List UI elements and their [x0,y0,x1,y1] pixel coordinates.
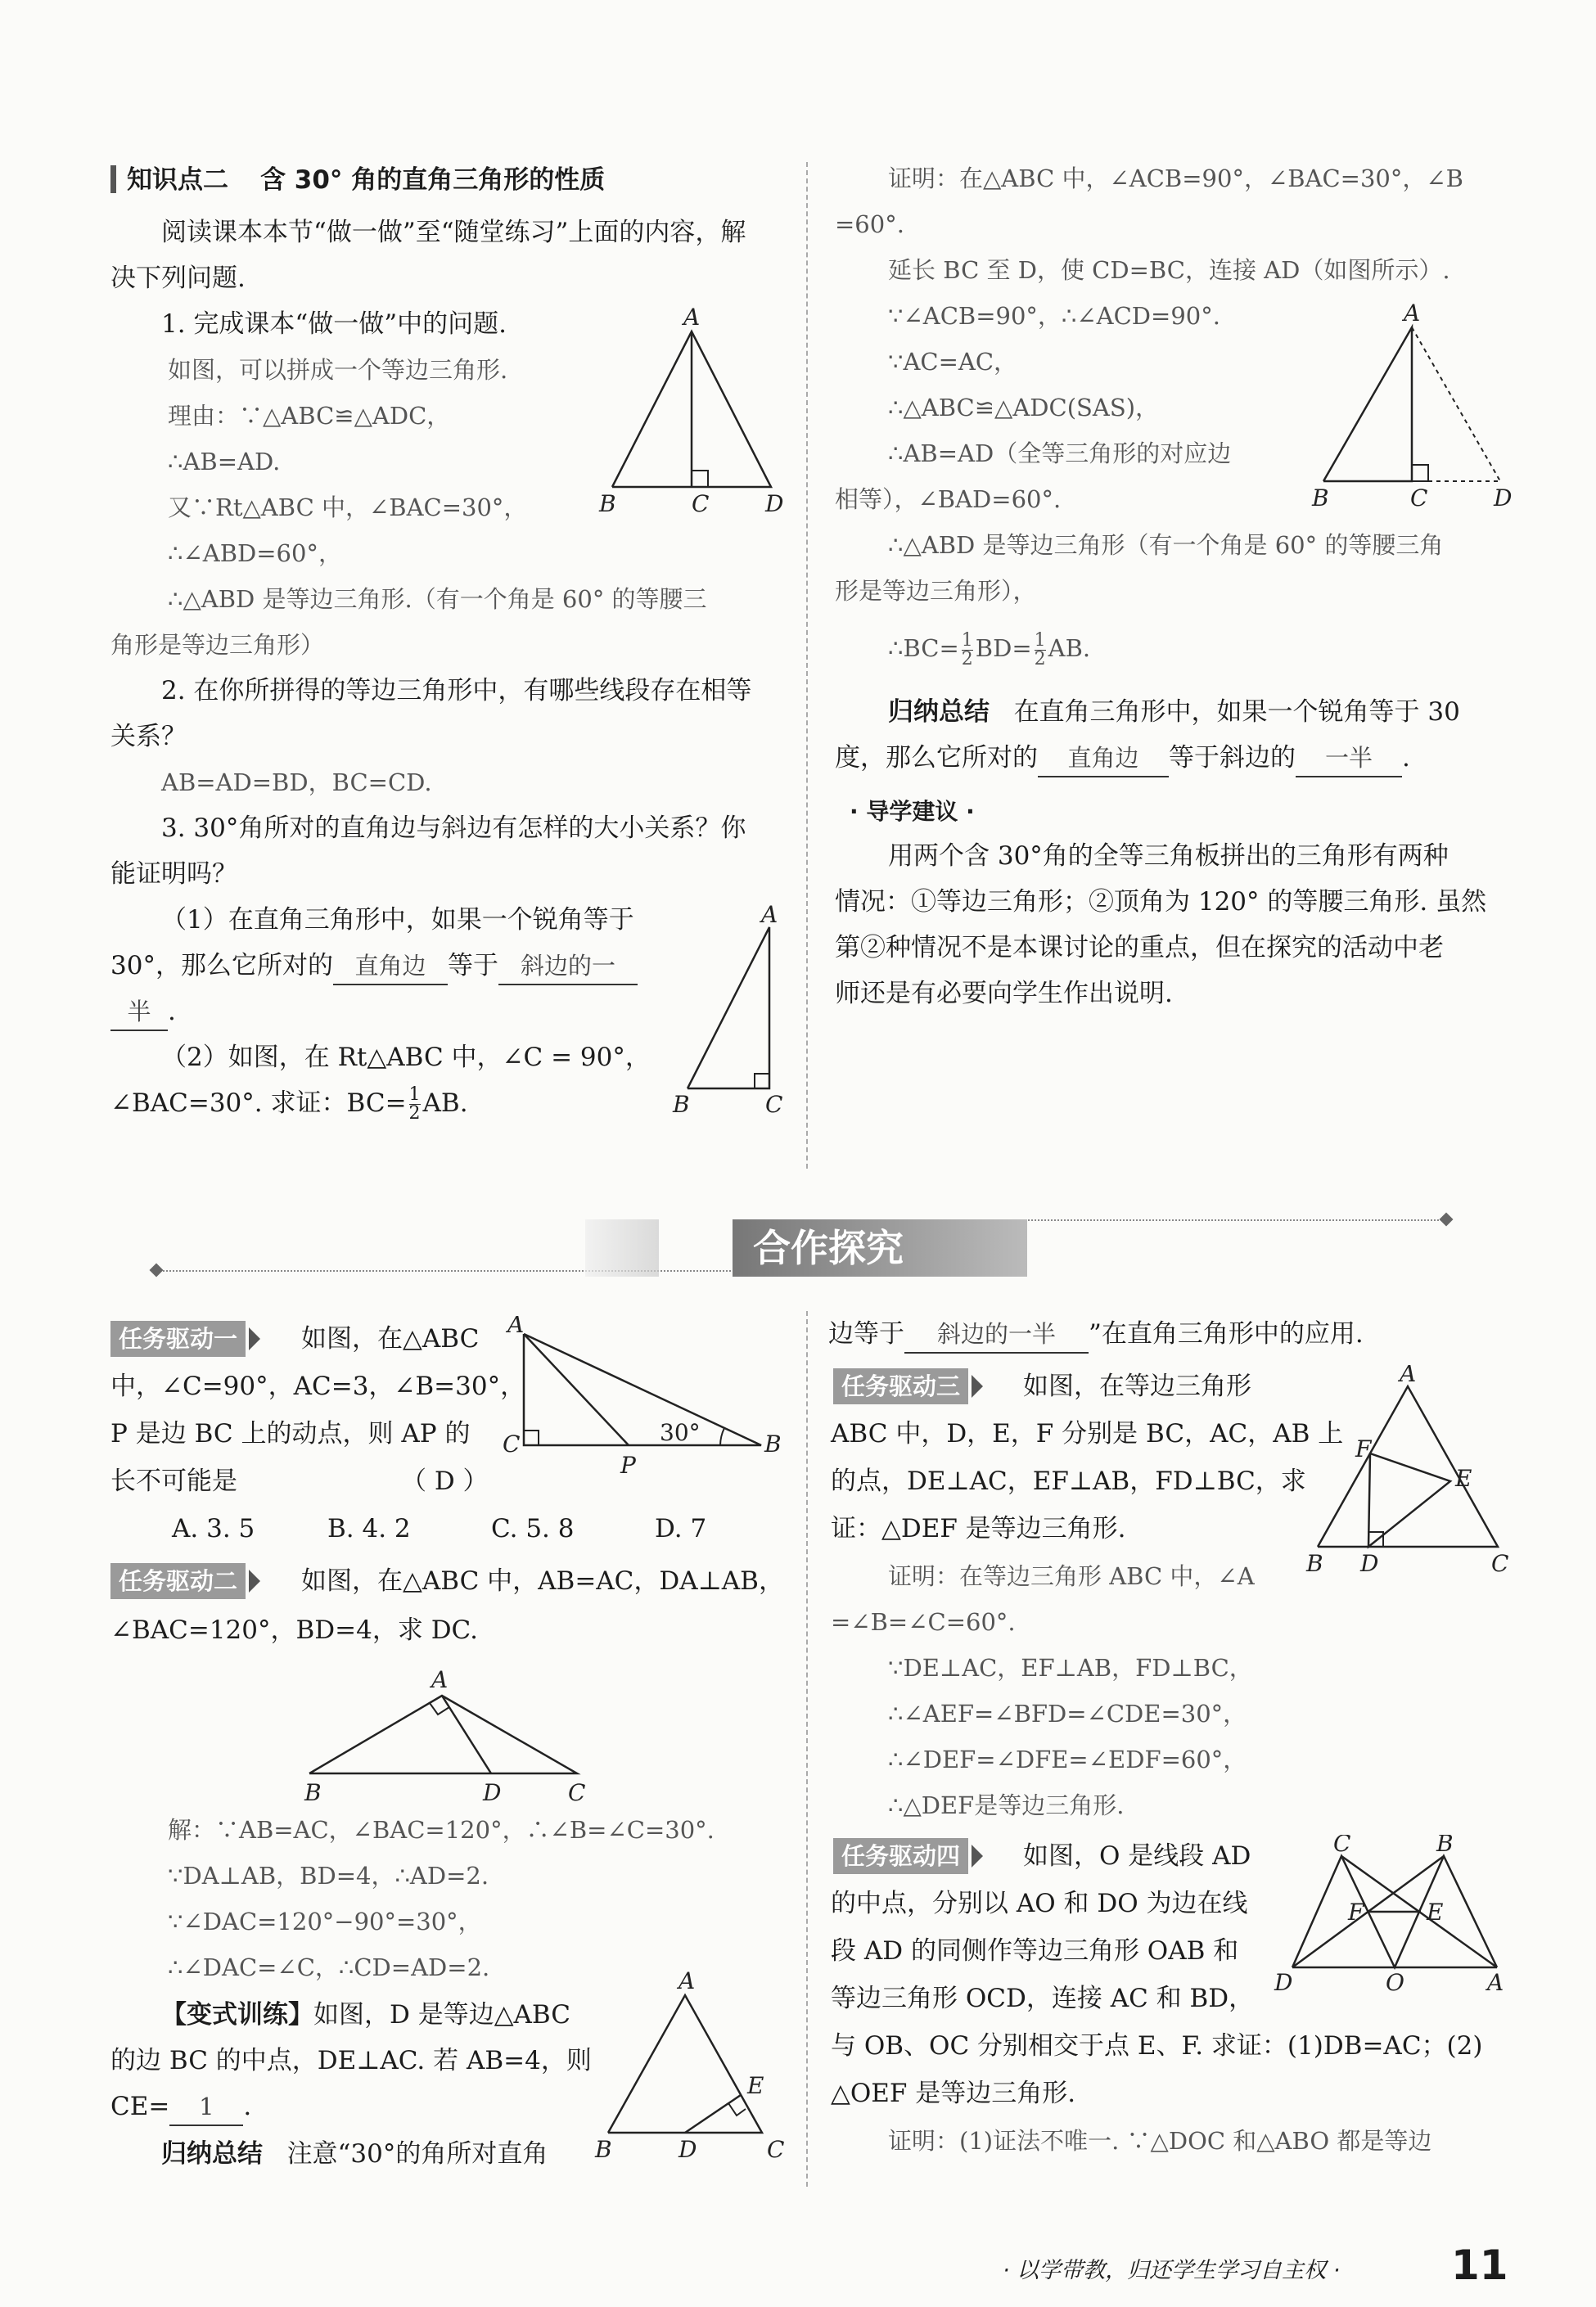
fig7-label-c: C [1491,1550,1509,1577]
kp2-frac-den: 2 [408,1103,421,1124]
proof-line-1: 证明：在△ABC 中，∠ACB=90°，∠BAC=30°，∠B [888,164,1463,192]
fig6-label-a: A [679,1971,696,1994]
section-title: 合作探究 [753,1226,904,1270]
task2-sol-2: ∵DA⊥AB，BD=4，∴AD=2. [168,1862,489,1890]
kp2-a2: AB=AD=BD，BC=CD. [161,768,432,796]
task3-proof-4: ∴∠AEF=∠BFD=∠CDE=30°， [888,1700,1247,1728]
kp2-label: 知识点二 [127,165,228,195]
figure-2 [670,904,792,1121]
fig8-label-o: O [1386,1969,1404,1996]
kp2-intro-1: 阅读课本本节“做一做”至“随堂练习”上面的内容，解 [161,218,746,247]
fig7-label-a: A [1400,1365,1417,1387]
summary2-blank: 斜边的一半 [904,1316,1089,1354]
kp2-frac-num: 1 [408,1084,421,1105]
proof-last-pre: ∴BC= [888,634,959,662]
fig6-label-e: E [747,2072,764,2099]
kp2-a1-6: ∴△ABD 是等边三角形.（有一个角是 60° 的等腰三 [168,585,707,613]
banner-rule-top [1019,1219,1445,1221]
fig8-label-d: D [1274,1969,1293,1996]
figure-5 [295,1663,597,1806]
kp2-marker [110,165,116,193]
proof-last-post: AB. [1048,634,1091,662]
kp2-q1: 1. 完成课本“做一做”中的问题. [161,309,507,339]
task1-line-4: 长不可能是 [110,1467,237,1496]
kp2-blank-1: 直角边 [333,948,448,985]
variant-pre: CE= [110,2092,170,2121]
task1-answer: （ D ） [401,1467,489,1496]
task2-tag: 任务驱动二 [110,1563,246,1599]
kp2-q3-1-pre: 30°，那么它所对的 [110,951,333,980]
banner-deco [585,1219,659,1277]
proof-line-10: 形是等边三角形）， [835,577,1037,605]
summary1-pre: 度，那么它所对的 [835,743,1038,773]
task3-proof-3: ∵DE⊥AC，EF⊥AB，FD⊥BC， [888,1654,1253,1682]
task3-proof-2: =∠B=∠C=60°. [831,1608,1016,1636]
proof-frac-1 [961,629,973,669]
summary1-post: . [1402,743,1410,773]
fig4-label-b: B [764,1431,782,1458]
kp2-q3-1-line2 [110,948,638,985]
fig6-label-b: B [595,2136,612,2163]
proof-line-6: ∴△ABC≌△ADC(SAS)， [888,394,1160,421]
summary1-mid: 等于斜边的 [1169,743,1296,773]
task1-option-c: C. 5. 8 [491,1514,575,1543]
task4-line-3: 段 AD 的同侧作等边三角形 OAB 和 [831,1936,1239,1966]
fig4-label-c: C [503,1431,521,1458]
task1-option-b: B. 4. 2 [327,1514,411,1543]
figure-1 [597,307,786,532]
summary1-blank-2: 一半 [1296,740,1402,777]
guide-line-2: 情况：①等边三角形；②顶角为 120° 的等腰三角形. 虽然 [835,887,1487,917]
kp2-a1-2: 理由：∵△ABC≌△ADC， [168,402,451,430]
fig5-label-c: C [568,1779,586,1806]
task4-line-4: 等边三角形 OCD，连接 AC 和 BD， [831,1984,1255,2013]
summary2-pre: 边等于 [828,1319,904,1349]
summary1-text1: 在直角三角形中，如果一个锐角等于 30 [1013,697,1460,727]
kp2-q3-2-pre: ∠BAC=30°. 求证：BC= [110,1088,407,1118]
section-banner [151,1210,1461,1283]
summary1-blank-1: 直角边 [1038,740,1169,777]
fig4-angle-label: 30° [660,1419,701,1446]
proof-frac-1-num: 1 [961,629,973,651]
fig8-label-f: F [1348,1899,1364,1926]
proof-frac-2 [1034,629,1046,669]
task4-tag: 任务驱动四 [833,1838,968,1874]
column-divider-top [806,162,808,1169]
proof-last-mid: BD= [975,634,1032,662]
kp2-q3-1-line1: （1）在直角三角形中，如果一个锐角等于 [161,905,634,935]
kp2-intro-2: 决下列问题. [110,264,246,293]
task1-option-d: D. 7 [655,1514,707,1543]
kp2-a1-1: 如图，可以拼成一个等边三角形. [168,356,508,384]
fig1-label-b: B [599,490,616,517]
summary1-label: 归纳总结 [888,697,990,727]
task2-sol-3: ∵∠DAC=120°−90°=30°， [168,1908,482,1935]
fig5-label-d: D [483,1779,502,1806]
column-divider-bottom [806,1311,808,2187]
kp2-title: 含 30° 角的直角三角形的性质 [260,165,606,195]
figure-7 [1301,1365,1514,1578]
task2-sol-1: 解：∵AB=AC，∠BAC=120°，∴∠B=∠C=30°. [168,1816,715,1844]
kp2-q3-2-line1: （2）如图，在 Rt△ABC 中，∠C = 90°， [161,1043,651,1072]
guide-label: · 导学建议 · [850,798,975,825]
figure-6 [593,1971,798,2167]
proof-line-8: 相等），∠BAD=60°. [835,485,1062,513]
kp2-q3-2: 能证明吗？ [110,859,237,889]
variant-label: 【变式训练】 [161,2000,313,2030]
task3-proof-6: ∴△DEF是等边三角形. [888,1791,1125,1819]
fig6-label-d: D [679,2136,697,2163]
fig5-label-a: A [431,1666,449,1693]
summary2-line-1 [161,2136,548,2172]
proof-frac-2-num: 1 [1034,629,1046,651]
kp2-a1-5: ∴∠ABD=60°， [168,539,342,567]
task3-line-4: 证：△DEF 是等边三角形. [831,1514,1126,1543]
variant-line-1 [161,1997,570,2033]
task3-proof-5: ∴∠DEF=∠DFE=∠EDF=60°， [888,1746,1247,1773]
banner-diamond-right [1440,1213,1454,1227]
task4-line-5: 与 OB、OC 分别相交于点 E、F. 求证：(1)DB=AC；(2) [831,2031,1483,2061]
fig6-label-c: C [767,2136,785,2163]
figure-4 [498,1316,796,1480]
fig7-label-d: D [1360,1550,1379,1577]
fig7-label-b: B [1306,1550,1323,1577]
fig8-label-c: C [1333,1835,1351,1857]
task1-option-a: A. 3. 5 [172,1514,255,1543]
fig1-label-d: D [765,490,784,517]
kp2-a1-7: 角形是等边三角形） [110,631,325,659]
task2-sol-4: ∴∠DAC=∠C，∴CD=AD=2. [168,1953,490,1981]
fig8-label-e: E [1427,1899,1444,1926]
kp2-q3-2-line2 [110,1085,468,1123]
proof-frac-1-den: 2 [961,648,973,669]
kp2-blank-2a: 斜边的一 [498,948,638,985]
proof-line-11 [888,630,1090,669]
proof-line-5: ∵AC=AC， [888,348,1018,376]
fig3-label-b: B [1312,484,1329,511]
kp2-a1-3: ∴AB=AD. [168,448,281,475]
summary2-text-1: 注意“30°的角所对直角 [286,2139,548,2169]
task3-line-1: 如图，在等边三角形 [1023,1372,1251,1401]
kp2-fraction [409,1086,421,1123]
fig2-label-b: B [673,1091,690,1118]
fig3-label-c: C [1410,484,1428,511]
task4-line-6: △OEF 是等边三角形. [831,2079,1076,2108]
guide-line-4: 师还是有必要向学生作出说明. [835,979,1173,1008]
kp2-q2-1: 2. 在你所拼得的等边三角形中，有哪些线段存在相等 [161,676,752,705]
figure-3 [1305,303,1518,516]
task3-proof-1: 证明：在等边三角形 ABC 中，∠A [888,1562,1255,1590]
task1-line-3: P 是边 BC 上的动点，则 AP 的 [110,1419,471,1449]
task3-line-3: 的点，DE⊥AC，EF⊥AB，FD⊥BC，求 [831,1467,1306,1496]
fig1-label-c: C [692,490,710,517]
fig4-label-p: P [620,1452,636,1479]
task4-proof: 证明：(1)证法不唯一. ∵△DOC 和△ABO 都是等边 [888,2127,1432,2155]
fig3-label-d: D [1494,484,1513,511]
task1-line-1: 如图，在△ABC [301,1324,480,1354]
task3-line-2: ABC 中，D，E，F 分别是 BC，AC，AB 上 [831,1419,1344,1449]
task1-tag: 任务驱动一 [110,1321,246,1357]
page-number: 11 [1451,2242,1508,2289]
summary1-line1 [888,694,1460,730]
fig2-label-a: A [761,904,778,928]
kp2-q3-2-post: AB. [422,1088,468,1118]
task4-line-2: 的中点，分别以 AO 和 DO 为边在线 [831,1889,1248,1918]
banner-diamond-left [150,1264,164,1277]
fig1-label-a: A [683,307,701,331]
fig5-label-b: B [304,1779,322,1806]
footer-motto: · 以学带教，归还学生学习自主权 · [1003,2258,1341,2283]
proof-line-7: ∴AB=AD（全等三角形的对应边 [888,439,1232,467]
guide-line-1: 用两个含 30°角的全等三角板拼出的三角形有两种 [888,841,1449,871]
fig8-label-a: A [1487,1969,1504,1996]
proof-line-2: =60°. [835,210,904,238]
task4-line-1: 如图，O 是线段 AD [1023,1841,1251,1871]
proof-line-4: ∵∠ACB=90°，∴∠ACD=90°. [888,302,1220,330]
task1-line-2: 中，∠C=90°，AC=3，∠B=30°， [110,1372,526,1401]
proof-line-3: 延长 BC 至 D，使 CD=BC，连接 AD（如图所示）. [888,256,1450,284]
fig4-label-a: A [507,1316,525,1338]
summary2-label: 归纳总结 [161,2139,263,2169]
fig2-label-c: C [765,1091,783,1118]
task2-line-2: ∠BAC=120°，BD=4，求 DC. [110,1615,479,1645]
variant-blank: 1 [169,2088,243,2126]
figure-8 [1273,1835,1518,1998]
proof-line-9: ∴△ABD 是等边三角形（有一个角是 60° 的等腰三角 [888,531,1444,559]
proof-frac-2-den: 2 [1034,648,1046,669]
variant-text-1: 如图，D 是等边△ABC [313,2000,571,2030]
task3-tag: 任务驱动三 [833,1368,968,1404]
kp2-q2-2: 关系？ [110,722,187,751]
task2-line-1: 如图，在△ABC 中，AB=AC，DA⊥AB， [301,1566,784,1596]
fig3-label-a: A [1404,303,1421,327]
kp2-q3-1-mid: 等于 [447,951,498,980]
guide-line-3: 第②种情况不是本课讨论的重点，但在探究的活动中老 [835,933,1444,962]
kp2-blank-2b: 半 [110,994,168,1031]
summary1-line2 [835,740,1410,777]
variant-line-2: 的边 BC 的中点，DE⊥AC. 若 AB=4，则 [110,2046,592,2075]
variant-line-3: CE= 1 . [110,2088,251,2126]
fig8-label-b: B [1436,1835,1454,1857]
kp2-q3-1-line3: 半 . [110,994,176,1031]
summary2-post: ”在直角三角形中的应用. [1089,1319,1364,1349]
kp2-q3-1: 3. 30°角所对的直角边与斜边有怎样的大小关系？你 [161,813,746,843]
fig7-label-e: E [1455,1465,1472,1492]
fig7-label-f: F [1355,1435,1372,1462]
summary2-line-2 [828,1316,1364,1354]
kp2-a1-4: 又∵Rt△ABC 中，∠BAC=30°， [168,493,528,521]
